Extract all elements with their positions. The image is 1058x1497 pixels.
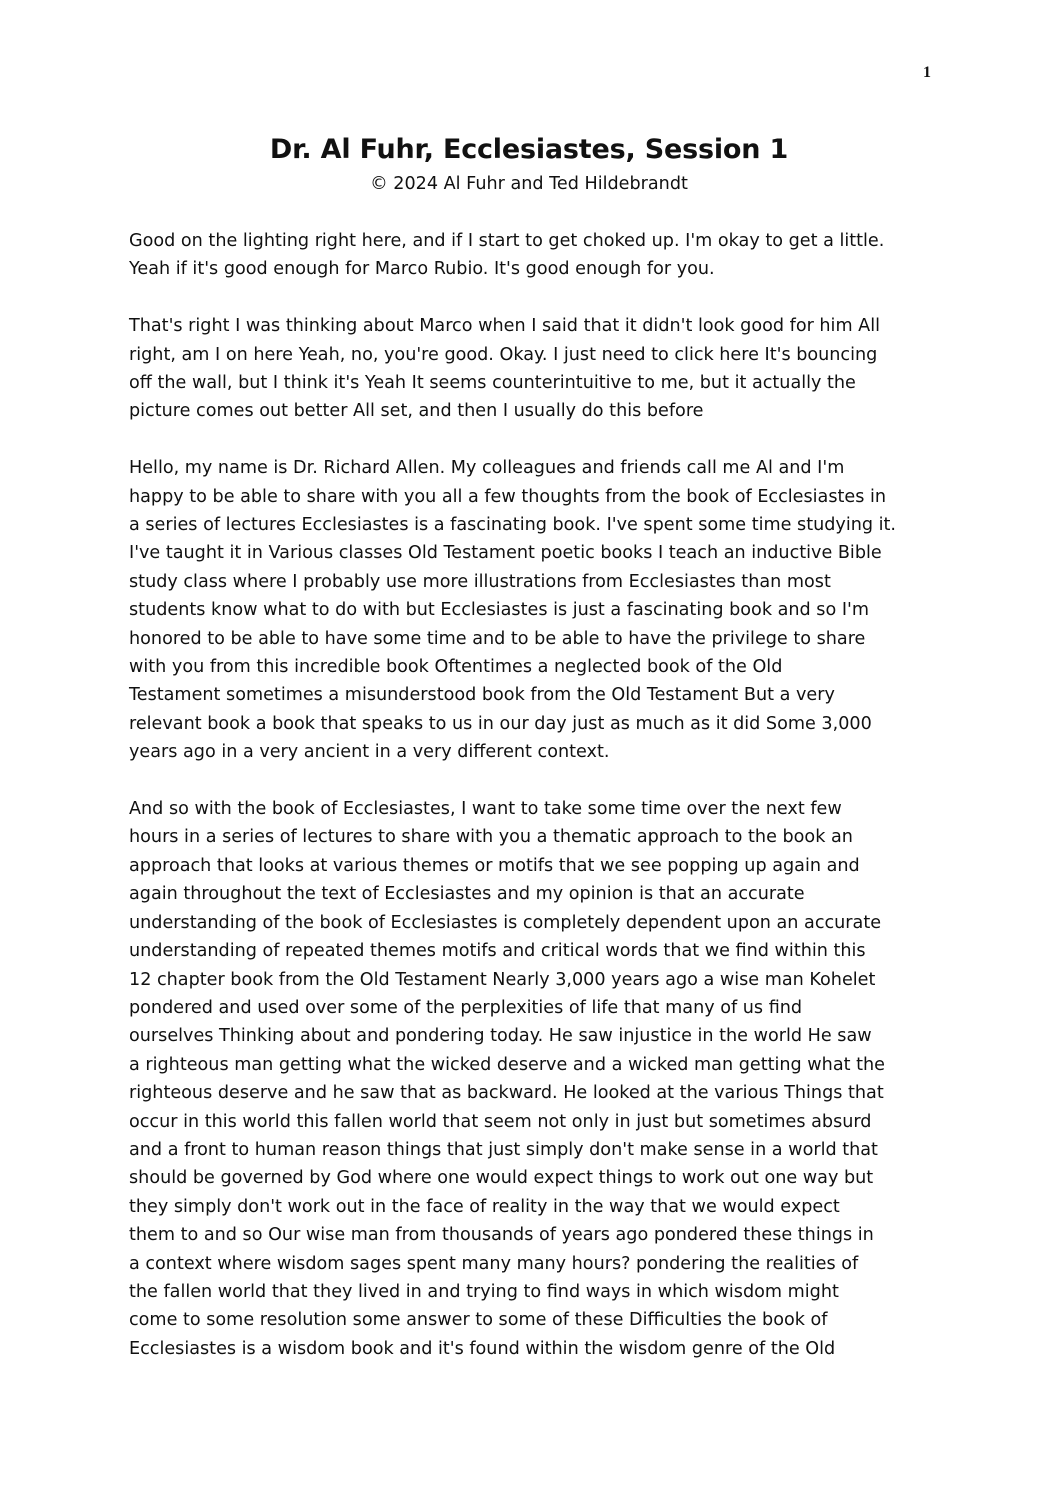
paragraph-line: Good on the lighting right here, and if I start to get choked up. I'm okay to get a little. — [129, 231, 885, 251]
paragraph-line: Hello, my name is Dr. Richard Allen. My colleagues and friends call me Al and I'm — [129, 458, 845, 479]
transcript-body — [129, 227, 929, 1392]
paragraph-line: understanding of repeated themes motifs and critical words that we find within this — [129, 941, 866, 962]
paragraph-line: with you from this incredible book Oftentimes a neglected book of the Old — [129, 657, 783, 678]
paragraph-line: I've taught it in Various classes Old Testament poetic books I teach an inductive Bible — [129, 543, 882, 564]
paragraph-line: again throughout the text of Ecclesiastes and my opinion is that an accurate — [129, 884, 805, 905]
paragraph-line: approach that looks at various themes or motifs that we see popping up again and — [129, 855, 860, 876]
paragraph-line: a context where wisdom sages spent many many hours? pondering the realities of — [129, 1253, 859, 1274]
paragraph-line: And so with the book of Ecclesiastes, I want to take some time over the next few — [129, 799, 842, 820]
paragraph-line: the fallen world that they lived in and trying to find ways in which wisdom might — [129, 1281, 839, 1302]
paragraph-line: 12 chapter book from the Old Testament Nearly 3,000 years ago a wise man Kohelet — [129, 969, 876, 990]
paragraph-line: happy to be able to share with you all a few thoughts from the book of Ecclesiastes in — [129, 486, 887, 507]
paragraph-3 — [129, 454, 929, 766]
paragraph-line: a righteous man getting what the wicked deserve and a wicked man getting what the — [129, 1054, 885, 1075]
paragraph-line: Ecclesiastes is a wisdom book and it's found within the wisdom genre of the Old — [129, 1338, 836, 1359]
paragraph-line: come to some resolution some answer to some of these Difficulties the book of — [129, 1310, 828, 1331]
paragraph-line: Yeah if it's good enough for Marco Rubio. It's good enough for you. — [129, 259, 715, 280]
paragraph-4 — [129, 795, 929, 1363]
paragraph-line: study class where I probably use more illustrations from Ecclesiastes than most — [129, 571, 831, 592]
paragraph-line: pondered and used over some of the perplexities of life that many of us find — [129, 997, 803, 1018]
paragraph-line: years ago in a very ancient in a very different context. — [129, 742, 610, 763]
paragraph-line: them to and so Our wise man from thousands of years ago pondered these things in — [129, 1225, 874, 1246]
paragraph-line: righteous deserve and he saw that as backward. He looked at the various Things that — [129, 1083, 884, 1104]
paragraph-line: honored to be able to have some time and to be able to have the privilege to share — [129, 628, 866, 649]
paragraph-line: a series of lectures Ecclesiastes is a fascinating book. I've spent some time studying it. — [129, 515, 897, 536]
paragraph-line: should be governed by God where one would expect things to work out one way but — [129, 1168, 874, 1189]
paragraph-line: they simply don't work out in the face of reality in the way that we would expect — [129, 1196, 840, 1217]
paragraph-line: hours in a series of lectures to share with you a thematic approach to the book an — [129, 827, 853, 848]
paragraph-line: understanding of the book of Ecclesiastes is completely dependent upon an accurate — [129, 912, 882, 933]
paragraph-line: picture comes out better All set, and then I usually do this before — [129, 401, 704, 422]
document-title: Dr. Al Fuhr, Ecclesiastes, Session 1 — [269, 134, 789, 165]
paragraph-line: students know what to do with but Ecclesiastes is just a fascinating book and so I'm — [129, 600, 869, 621]
paragraph-line: ourselves Thinking about and pondering today. He saw injustice in the world He saw — [129, 1026, 872, 1047]
paragraph-line: and a front to human reason things that just simply don't make sense in a world that — [129, 1139, 878, 1160]
paragraph-1 — [129, 227, 929, 284]
paragraph-2 — [129, 312, 929, 426]
paragraph-line: That's right I was thinking about Marco when I said that it didn't look good for him All — [129, 316, 880, 337]
paragraph-line: right, am I on here Yeah, no, you're good. Okay. I just need to click here It's bouncing — [129, 344, 878, 365]
page-number: 1 — [923, 64, 931, 81]
paragraph-line: relevant book a book that speaks to us in our day just as much as it did Some 3,000 — [129, 713, 872, 734]
paragraph-line: occur in this world this fallen world that seem not only in just but sometimes absurd — [129, 1111, 872, 1132]
paragraph-line: off the wall, but I think it's Yeah It seems counterintuitive to me, but it actually the — [129, 373, 856, 394]
copyright-line: © 2024 Al Fuhr and Ted Hildebrandt — [370, 174, 688, 194]
paragraph-line: Testament sometimes a misunderstood book from the Old Testament But a very — [129, 685, 835, 706]
